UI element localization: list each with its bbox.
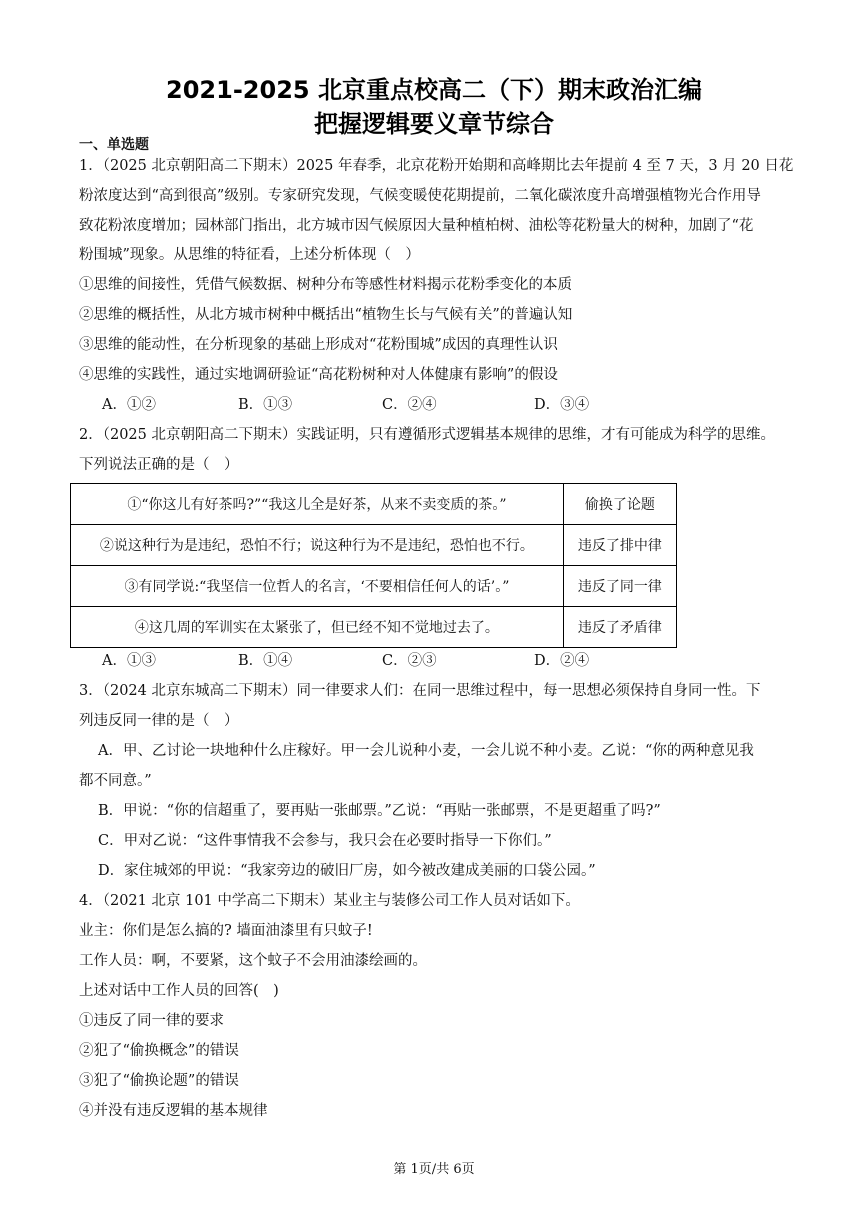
q1-item-4: ④思维的实践性，通过实地调研验证“高花粉树种对人体健康有影响”的假设 xyxy=(79,367,558,383)
q4-item-1: ①违反了同一律的要求 xyxy=(79,1013,224,1029)
q1-option-b: B．①③ xyxy=(238,397,293,413)
q2-options xyxy=(102,651,702,671)
q1-option-d: D．③④ xyxy=(534,397,590,413)
q1-stem-line-3: 致花粉浓度增加；园林部门指出，北方城市因气候原因大量种植柏树、油松等花粉量大的树种，加剧了“花 xyxy=(79,218,754,234)
page-footer: 第 1页/共 6页 xyxy=(393,1162,475,1177)
q4-question: 上述对话中工作人员的回答( ) xyxy=(79,983,279,999)
q2-option-a: A．①③ xyxy=(102,653,156,669)
q1-item-3: ③思维的能动性，在分析现象的基础上形成对“花粉围城”成因的真理性认识 xyxy=(79,337,558,353)
table-row xyxy=(71,566,677,607)
q4-item-2: ②犯了“偷换概念”的错误 xyxy=(79,1043,239,1059)
q2-stem-line-1: 2．（2025 北京朝阳高二下期末）实践证明，只有遵循形式逻辑基本规律的思维，才有可能成为科学的思维。 xyxy=(79,427,775,443)
q1-option-c: C．②④ xyxy=(382,397,437,413)
q3-option-c: C．甲对乙说：“这件事情我不会参与，我只会在必要时指导一下你们。” xyxy=(98,833,552,849)
q2-statement-4: ④这几周的军训实在太紧张了，但已经不知不觉地过去了。 xyxy=(71,607,564,648)
table-row xyxy=(71,607,677,648)
q2-option-d: D．②④ xyxy=(534,653,590,669)
q4-dialogue-owner: 业主：你们是怎么搞的? 墙面油漆里有只蚊子! xyxy=(79,923,373,939)
q2-option-c: C．②③ xyxy=(382,653,437,669)
q1-item-1: ①思维的间接性，凭借气候数据、树种分布等感性材料揭示花粉季变化的本质 xyxy=(79,277,572,293)
q2-table xyxy=(70,483,677,648)
q2-stem-line-2: 下列说法正确的是（ ） xyxy=(79,457,239,473)
page-title: 2021-2025 北京重点校高二（下）期末政治汇编 xyxy=(166,76,702,104)
q4-item-3: ③犯了“偷换论题”的错误 xyxy=(79,1073,239,1089)
q1-stem-line-1: 1．（2025 北京朝阳高二下期末）2025 年春季，北京花粉开始期和高峰期比去年提前 4 至 7 天，3 月 20 日花 xyxy=(79,158,794,174)
table-row xyxy=(71,484,677,525)
q1-options xyxy=(102,395,702,415)
q4-dialogue-worker: 工作人员：啊，不要紧，这个蚊子不会用油漆绘画的。 xyxy=(79,953,427,969)
q3-stem-line-2: 列违反同一律的是（ ） xyxy=(79,713,239,729)
q3-option-d: D．家住城郊的甲说：“我家旁边的破旧厂房，如今被改建成美丽的口袋公园。” xyxy=(98,863,596,879)
q4-stem-line-1: 4．（2021 北京 101 中学高二下期末）某业主与装修公司工作人员对话如下。 xyxy=(79,893,580,909)
q4-item-4: ④并没有违反逻辑的基本规律 xyxy=(79,1103,268,1119)
section-heading: 一、单选题 xyxy=(79,137,149,153)
q3-stem-line-1: 3．（2024 北京东城高二下期末）同一律要求人们：在同一思维过程中，每一思想必须保持自身同一性。下 xyxy=(79,683,761,699)
q3-option-a-cont: 都不同意。” xyxy=(79,773,152,789)
q2-judgement-4: 违反了矛盾律 xyxy=(563,607,676,648)
q1-item-2: ②思维的概括性，从北方城市树种中概括出“植物生长与气候有关”的普遍认知 xyxy=(79,307,573,323)
q2-judgement-3: 违反了同一律 xyxy=(563,566,676,607)
q2-judgement-1: 偷换了论题 xyxy=(563,484,676,525)
q2-judgement-2: 违反了排中律 xyxy=(563,525,676,566)
q3-option-a: A．甲、乙讨论一块地种什么庄稼好。甲一会儿说种小麦，一会儿说不种小麦。乙说：“你的两种意见我 xyxy=(98,743,754,759)
q1-stem-line-2: 粉浓度达到“高到很高”级别。专家研究发现，气候变暖使花期提前，二氧化碳浓度升高增强植物光合作用导 xyxy=(79,188,761,204)
page-subtitle: 把握逻辑要义章节综合 xyxy=(314,110,554,138)
q3-option-b: B．甲说：“你的信超重了，要再贴一张邮票。”乙说：“再贴一张邮票，不是更超重了吗?” xyxy=(98,803,661,819)
q2-statement-2: ②说这种行为是违纪，恐怕不行；说这种行为不是违纪，恐怕也不行。 xyxy=(71,525,564,566)
q2-statement-1: ①“你这儿有好茶吗?”“我这儿全是好茶，从来不卖变质的茶。” xyxy=(71,484,564,525)
q1-option-a: A．①② xyxy=(102,397,156,413)
q2-option-b: B．①④ xyxy=(238,653,293,669)
q1-stem-line-4: 粉围城”现象。从思维的特征看，上述分析体现（ ） xyxy=(79,247,420,263)
q2-statement-3: ③有同学说:“我坚信一位哲人的名言，‘不要相信任何人的话’。” xyxy=(71,566,564,607)
table-row xyxy=(71,525,677,566)
